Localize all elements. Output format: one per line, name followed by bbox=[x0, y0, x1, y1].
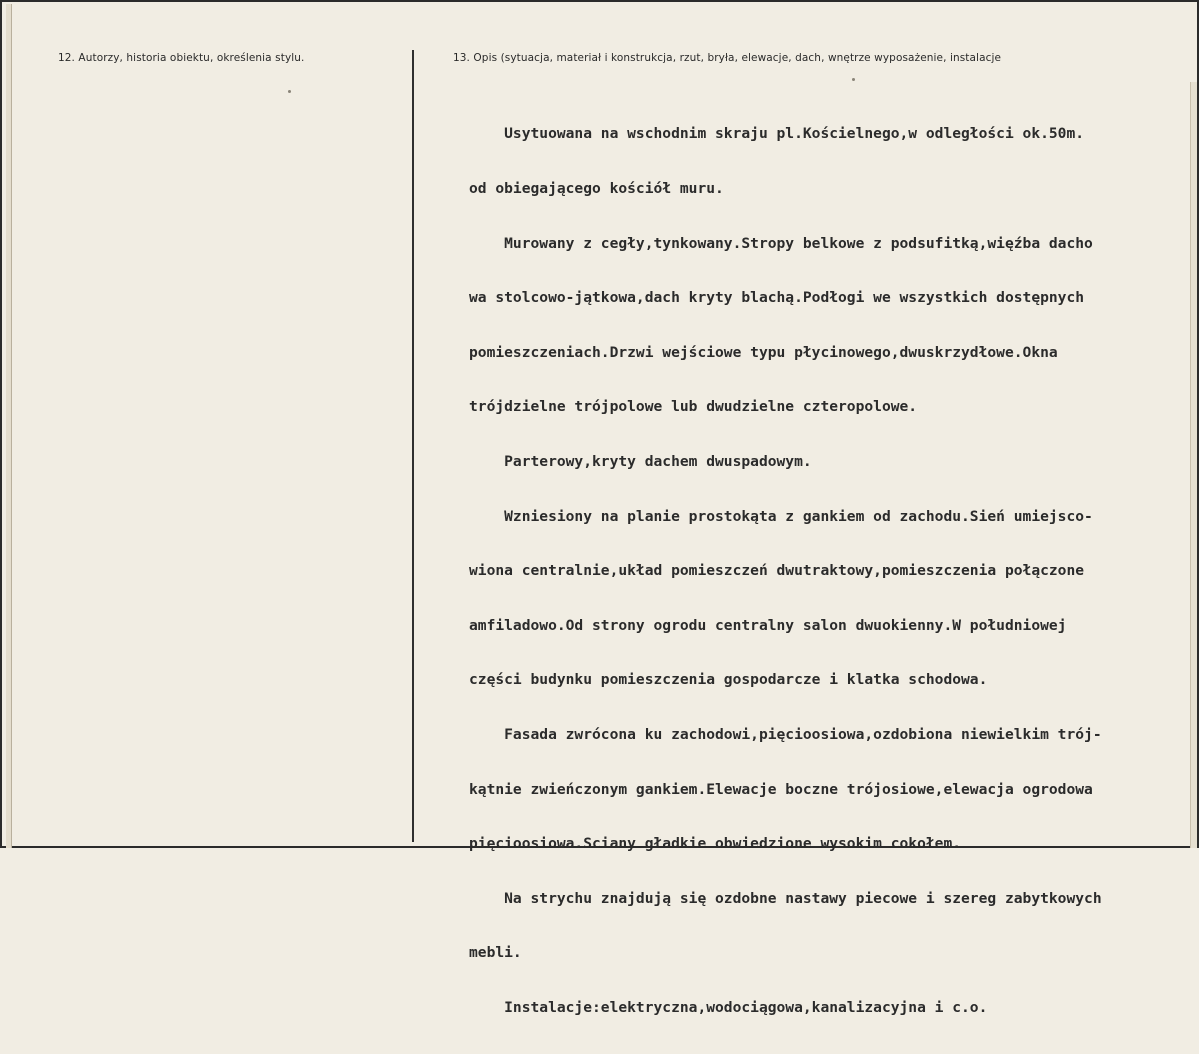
description-text bbox=[469, 89, 1197, 1054]
paper-speck bbox=[852, 78, 855, 81]
section-12-heading: 12. Autorzy, historia obiektu, określenia stylu. bbox=[58, 52, 305, 64]
description-line: trójdzielne trójpolowe lub dwudzielne czteropolowe. bbox=[469, 398, 918, 416]
description-line: pięcioosiowa.Sciany gładkie obwiedzione wysokim cokołem. bbox=[469, 835, 962, 853]
column-divider bbox=[412, 50, 414, 842]
description-line: amfiladowo.Od strony ogrodu centralny salon dwuokienny.W południowej bbox=[469, 616, 1067, 634]
description-line: Wzniesiony na planie prostokąta z gankiem od zachodu.Sień umiejsco- bbox=[469, 507, 1093, 525]
paper-speck bbox=[288, 90, 291, 93]
description-line: Fasada zwrócona ku zachodowi,pięcioosiowa,ozdobiona niewielkim trój- bbox=[469, 725, 1102, 743]
description-line: Murowany z cegły,tynkowany.Stropy belkowe z podsufitką,więźba dacho bbox=[469, 234, 1093, 252]
description-line: kątnie zwieńczonym gankiem.Elewacje boczne trójosiowe,elewacja ogrodowa bbox=[469, 780, 1093, 798]
description-line: części budynku pomieszczenia gospodarcze i klatka schodowa. bbox=[469, 671, 988, 689]
description-line: pomieszczeniach.Drzwi wejściowe typu płycinowego,dwuskrzydłowe.Okna bbox=[469, 343, 1058, 361]
description-line: mebli. bbox=[469, 944, 522, 962]
description-line: Usytuowana na wschodnim skraju pl.Kościelnego,w odległości ok.50m. bbox=[469, 125, 1085, 143]
card-left-edge bbox=[6, 4, 12, 848]
description-line: Instalacje:elektryczna,wodociągowa,kanalizacyjna i c.o. bbox=[469, 998, 988, 1016]
description-line: Na strychu znajdują się ozdobne nastawy piecowe i szereg zabytkowych bbox=[469, 889, 1102, 907]
description-line: od obiegającego kościół muru. bbox=[469, 180, 724, 197]
section-13-heading: 13. Opis (sytuacja, materiał i konstrukcja, rzut, bryła, elewacje, dach, wnętrze wyposażenie, instalacje bbox=[453, 52, 1002, 64]
description-line: Parterowy,kryty dachem dwuspadowym. bbox=[469, 452, 812, 470]
description-line: wiona centralnie,układ pomieszczeń dwutraktowy,pomieszczenia połączone bbox=[469, 562, 1085, 580]
description-line: wa stolcowo-jątkowa,dach kryty blachą.Podłogi we wszystkich dostępnych bbox=[469, 289, 1085, 307]
